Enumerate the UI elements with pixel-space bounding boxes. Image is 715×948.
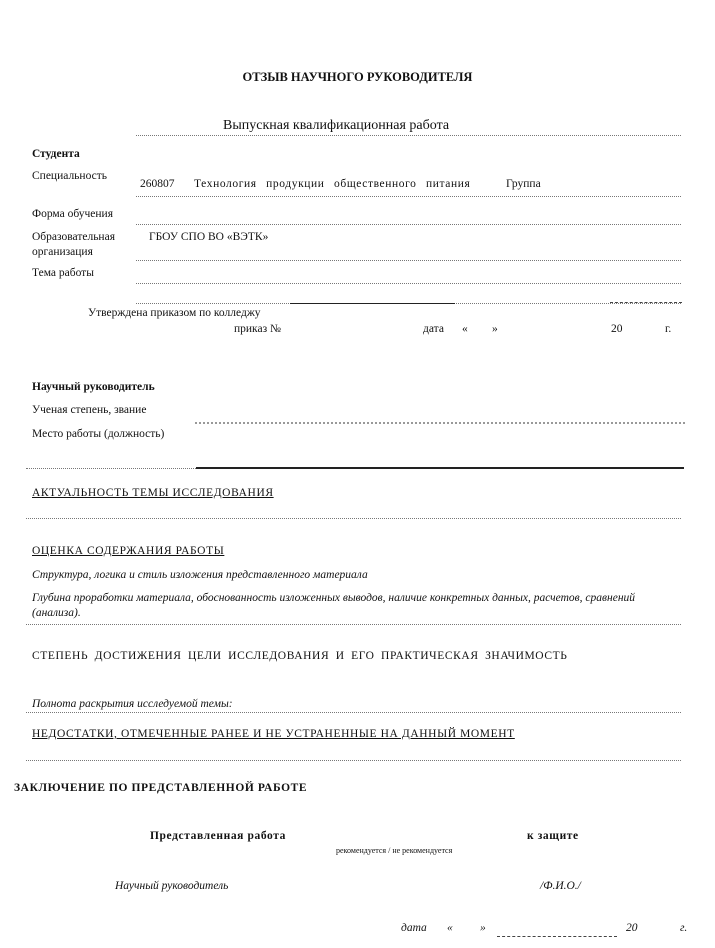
document-title: ОТЗЫВ НАУЧНОГО РУКОВОДИТЕЛЯ <box>242 70 473 84</box>
study-form-label: Форма обучения <box>32 208 113 220</box>
group-label: Группа <box>506 178 541 190</box>
organization-value[interactable]: ГБОУ СПО ВО «ВЭТК» <box>149 231 269 243</box>
relevance-field[interactable] <box>26 518 681 519</box>
order-number-label: приказ № <box>234 323 281 335</box>
topic-underline-right <box>610 302 682 303</box>
topic-underline <box>290 303 455 304</box>
specialty-code[interactable]: 260807 <box>140 178 175 190</box>
footer-date-label: дата <box>401 922 427 934</box>
goal-field[interactable] <box>26 712 681 713</box>
footer-year-prefix: 20 <box>626 922 638 934</box>
section-shortcomings: НЕДОСТАТКИ, ОТМЕЧЕННЫЕ РАНЕЕ И НЕ УСТРАНЕННЫЕ НА ДАННЫЙ МОМЕНТ <box>32 728 515 740</box>
section-conclusion: ЗАКЛЮЧЕНИЕ ПО ПРЕДСТАВЛЕННОЙ РАБОТЕ <box>14 782 308 794</box>
to-defense-label: к защите <box>527 830 579 842</box>
topic-label: Тема работы <box>32 267 94 279</box>
topic-field[interactable] <box>136 283 681 284</box>
order-year-suffix: г. <box>665 323 672 335</box>
section-goal: СТЕПЕНЬ ДОСТИЖЕНИЯ ЦЕЛИ ИССЛЕДОВАНИЯ И ЕГО ПРАКТИЧЕСКАЯ ЗНАЧИМОСТЬ <box>32 650 568 662</box>
footer-date-quote-open: « <box>447 922 453 934</box>
order-year-prefix: 20 <box>611 323 623 335</box>
content-structure-label: Структура, логика и стиль изложения представленного материала <box>32 569 368 581</box>
recommendation-choice[interactable]: рекомендуется / не рекомендуется <box>336 846 453 855</box>
goal-completeness-label: Полнота раскрытия исследуемой темы: <box>32 698 233 710</box>
order-date-quote-close: » <box>492 323 498 335</box>
study-form-field[interactable] <box>136 224 681 225</box>
order-date-quote-open: « <box>462 323 468 335</box>
content-depth-label: Глубина проработки материала, обоснованность изложенных выводов, наличие конкретных данных, расчетов, сравнений (анализа). <box>32 592 636 619</box>
footer-supervisor-label: Научный руководитель <box>115 880 229 892</box>
organization-line <box>136 260 681 261</box>
work-type-line <box>136 135 681 136</box>
order-date-label: дата <box>423 323 444 335</box>
degree-label: Ученая степень, звание <box>32 404 147 416</box>
section-content: ОЦЕНКА СОДЕРЖАНИЯ РАБОТЫ <box>32 545 225 557</box>
footer-date-quote-close: » <box>480 922 486 934</box>
specialty-name[interactable]: Технология продукции общественного питания <box>194 178 471 190</box>
footer-date-field[interactable] <box>497 936 617 937</box>
footer-year-suffix: г. <box>680 922 688 934</box>
organization-label-line2: организация <box>32 246 93 258</box>
fio-label: /Ф.И.О./ <box>540 880 581 892</box>
degree-field[interactable] <box>195 422 685 424</box>
supervisor-label: Научный руководитель <box>32 381 155 393</box>
workplace-label: Место работы (должность) <box>32 428 165 440</box>
section-relevance: АКТУАЛЬНОСТЬ ТЕМЫ ИССЛЕДОВАНИЯ <box>32 487 274 499</box>
approval-line1: Утверждена приказом по колледжу <box>88 307 261 319</box>
specialty-line <box>136 196 681 197</box>
content-field[interactable] <box>26 624 681 625</box>
work-type: Выпускная квалификационная работа <box>223 118 450 133</box>
specialty-label: Специальность <box>32 170 107 182</box>
organization-label-line1: Образовательная <box>32 231 115 243</box>
workplace-field[interactable] <box>196 467 684 469</box>
shortcomings-field[interactable] <box>26 760 681 761</box>
presented-work-label: Представленная работа <box>150 830 286 842</box>
workplace-field-left[interactable] <box>26 468 196 469</box>
student-label: Студента <box>32 148 80 160</box>
